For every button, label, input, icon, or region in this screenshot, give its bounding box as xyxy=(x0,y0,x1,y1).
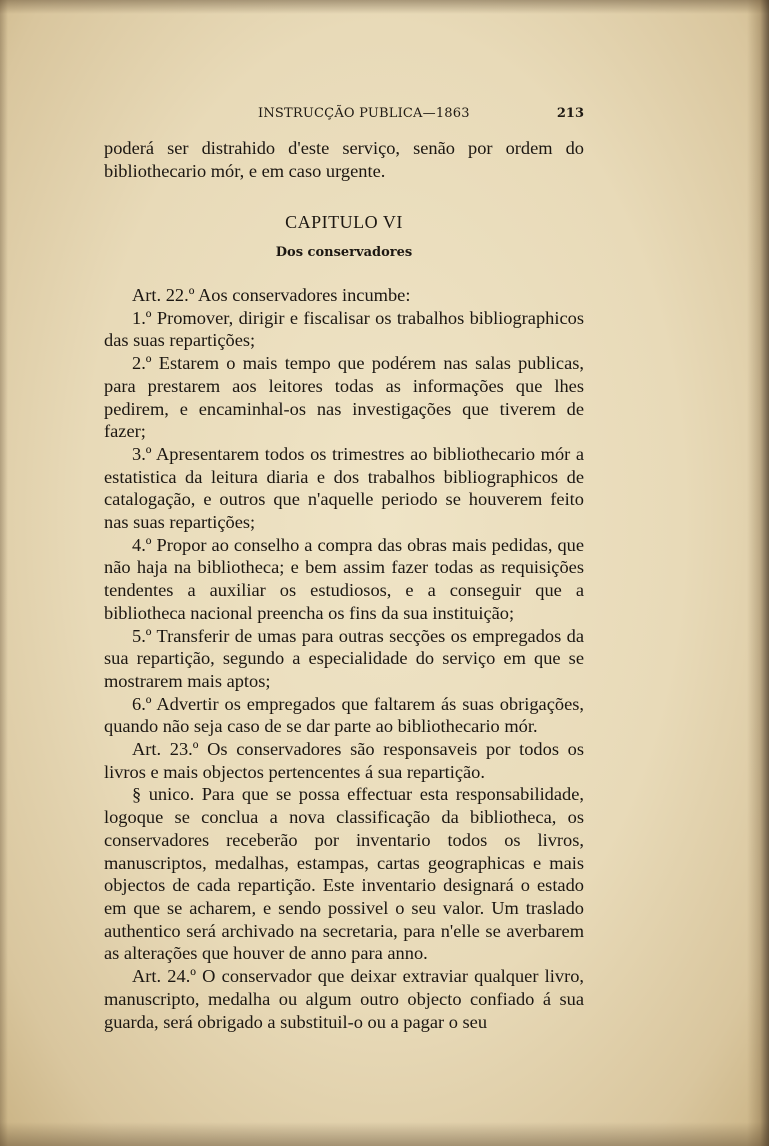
page-edge-right xyxy=(747,0,769,1146)
article-22-item-3: 3.º Apresentarem todos os trimestres ao bibliothecario mór a estatistica da leitura diaria e dos trabalhos bibliographicos de catalogação, e outros que n'aquelle periodo se houverem feito nas suas repartições; xyxy=(104,443,584,533)
article-22-item-1: 1.º Promover, dirigir e fiscalisar os trabalhos bibliographicos das suas repartições; xyxy=(104,307,584,351)
page-edge-top xyxy=(0,0,769,14)
article-22-item-4: 4.º Propor ao conselho a compra das obras mais pedidas, que não haja na bibliotheca; e bem assim fazer todas as requisições tendentes a auxiliar os estudiosos, e a conseguir que a bibliotheca nacional preencha os fins da sua instituição; xyxy=(104,534,584,623)
article-24: Art. 24.º O conservador que deixar extraviar qualquer livro, manuscripto, medalha ou algum outro objecto confiado á sua guarda, será obrigado a substituil-o ou a pagar o seu xyxy=(104,966,584,1032)
chapter-subtitle: Dos conservadores xyxy=(275,245,413,260)
opening-text xyxy=(104,137,584,182)
page-edge-bottom xyxy=(0,1122,769,1146)
page-edge-left xyxy=(0,0,8,1146)
article-23: Art. 23.º Os conservadores são responsaveis por todos os livros e mais objectos pertencentes á sua repartição. xyxy=(104,739,584,782)
opening-paragraph: poderá ser distrahido d'este serviço, senão por ordem do bibliothecario mór, e em caso urgente. xyxy=(104,138,584,181)
body-text xyxy=(104,284,584,1033)
article-22-item-6: 6.º Advertir os empregados que faltarem ás suas obrigações, quando não seja caso de se dar parte ao bibliothecario mór. xyxy=(104,693,584,737)
article-22-item-2: 2.º Estarem o mais tempo que podérem nas salas publicas, para prestarem aos leitores todas as informações que lhes pedirem, e encaminhal-os nas investigações que tiverem de fazer; xyxy=(104,353,584,442)
running-head xyxy=(104,106,584,126)
article-22: Art. 22.º Aos conservadores incumbe: xyxy=(132,285,411,305)
page-number: 213 xyxy=(556,106,584,121)
article-22-item-5: 5.º Transferir de umas para outras secções os empregados da sua repartição, segundo a especialidade do serviço em que se mostrarem mais aptos; xyxy=(104,625,584,691)
article-23-paragraph-unico: § unico. Para que se possa effectuar esta responsabilidade, logoque se conclua a nova classificação da bibliotheca, os conservadores receberão por inventario todos os livros, manuscriptos, medalhas, estampas, cartas geographicas e mais objectos de cada repartição. Este inventario designará o estado em que se acharem, e sendo possivel o seu valor. Um traslado authentico será archivado na secretaria, para n'elle se averbarem as alterações que houver de anno para anno. xyxy=(104,784,584,964)
chapter-title: CAPITULO VI xyxy=(285,212,403,232)
running-head-title: INSTRUCÇÃO PUBLICA—1863 xyxy=(258,106,470,121)
